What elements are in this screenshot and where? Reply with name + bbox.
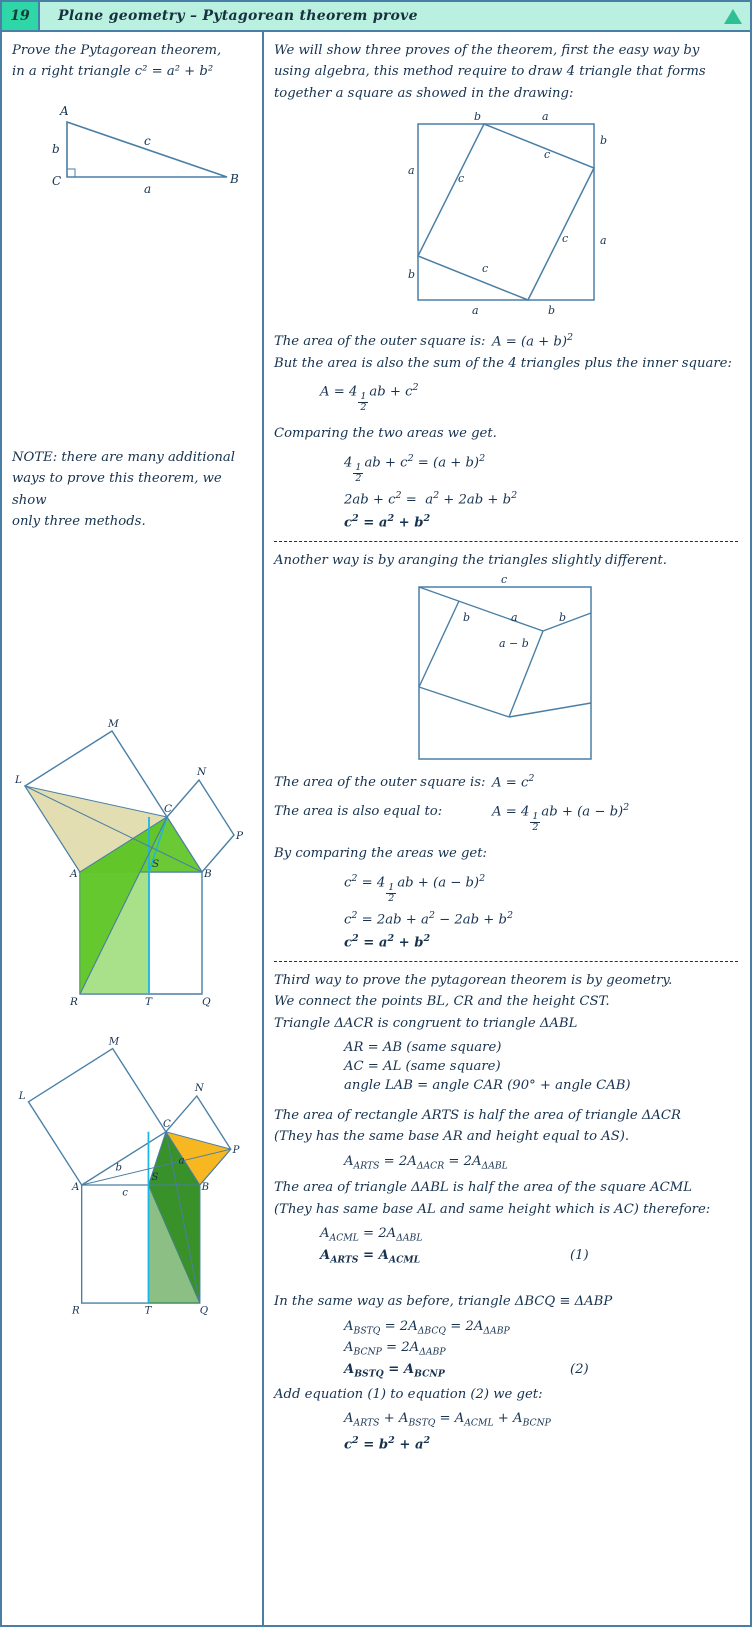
svg-text:A: A xyxy=(70,868,78,881)
area-outer-value-1: $A = (a + b)^2$ xyxy=(492,331,574,350)
svg-text:c: c xyxy=(501,575,508,587)
content-columns xyxy=(2,32,750,1625)
svg-text:L: L xyxy=(15,774,22,787)
area-outer-row-1 xyxy=(274,331,738,352)
congruence-1: AR = AB (same square) xyxy=(344,1039,502,1055)
svg-text:b: b xyxy=(408,268,416,282)
rect-line-2: (They has the same base AR and height equal to AS). xyxy=(274,1129,630,1145)
geometry-figure-1 xyxy=(12,717,252,1027)
svg-text:a: a xyxy=(408,164,415,178)
svg-text:C: C xyxy=(162,1119,171,1131)
prompt-line-1: Prove the Pytagorean theorem, xyxy=(12,43,222,58)
area-equal-row xyxy=(274,801,738,833)
svg-text:N: N xyxy=(197,766,207,779)
svg-text:a: a xyxy=(144,181,152,196)
intro-line-2: using algebra, this method require to draw 4 triangle that forms xyxy=(274,64,706,80)
svg-text:Q: Q xyxy=(202,996,211,1009)
tri-equation-1: $A_{ACML} = 2A_{\Delta ABL}$ xyxy=(320,1226,423,1244)
svg-text:a: a xyxy=(178,1155,185,1167)
sameway-equation-3-row xyxy=(344,1362,738,1380)
svg-text:c: c xyxy=(122,1187,129,1199)
svg-text:a: a xyxy=(511,611,518,625)
third-line-3: Triangle ΔACR is congruent to triangle ΔABL xyxy=(274,1015,578,1031)
svg-text:b: b xyxy=(548,304,556,318)
congruence-2: AC = AL (same square) xyxy=(344,1058,501,1074)
svg-text:B: B xyxy=(230,171,239,186)
svg-text:N: N xyxy=(194,1083,204,1095)
same-way-line: In the same way as before, triangle ΔBCQ ≡ ΔABP xyxy=(274,1294,613,1310)
intro-line-3: together a square as showed in the drawing: xyxy=(274,85,574,101)
tri-equation-2-row xyxy=(320,1248,738,1266)
right-triangle-figure xyxy=(12,97,252,207)
svg-text:b: b xyxy=(600,134,608,148)
svg-text:b: b xyxy=(559,611,567,625)
square-figure-1 xyxy=(274,112,738,327)
sum-line: But the area is also the sum of the 4 triangles plus the inner square: xyxy=(274,355,732,371)
svg-text:b: b xyxy=(474,112,482,124)
svg-text:A: A xyxy=(72,1182,80,1194)
svg-text:C: C xyxy=(164,803,173,816)
intro-line-1: We will show three proves of the theorem, first the easy way by xyxy=(274,43,700,58)
area-outer-label-2: The area of the outer square is: xyxy=(274,775,486,791)
compare-line: Comparing the two areas we get. xyxy=(274,426,497,442)
sameway-equation-2: $A_{BCNP} = 2A_{\Delta ABP}$ xyxy=(344,1340,446,1358)
sameway-equation-1: $A_{BSTQ} = 2A_{\Delta BCQ} = 2A_{\Delta ABP}$ xyxy=(344,1318,510,1337)
svg-text:Q: Q xyxy=(199,1305,209,1317)
area-outer-label-1: The area of the outer square is: xyxy=(274,334,486,350)
prompt-line-2: in a right triangle c² = a² + b² xyxy=(12,64,214,80)
page-number: 19 xyxy=(2,2,40,30)
svg-text:c: c xyxy=(562,232,569,246)
svg-text:c: c xyxy=(482,262,489,276)
divider-1 xyxy=(274,541,738,542)
svg-text:b: b xyxy=(463,611,471,625)
area-equal-value: A = 4 $\frac{1}{2}$ ab + $(a - b)^2$ xyxy=(492,802,630,834)
svg-text:c: c xyxy=(544,148,551,162)
svg-text:B: B xyxy=(201,1182,210,1194)
square-figure-2 xyxy=(274,575,738,770)
third-line-2: We connect the points BL, CR and the height CST. xyxy=(274,994,610,1010)
area-outer-value-2: $A = c^2$ xyxy=(492,772,535,791)
svg-text:P: P xyxy=(232,1145,240,1157)
svg-text:b: b xyxy=(115,1162,123,1174)
svg-text:T: T xyxy=(144,1305,152,1317)
rect-line-1: The area of rectangle ARTS is half the area of triangle ΔACR xyxy=(274,1107,681,1123)
svg-text:R: R xyxy=(72,1305,80,1317)
geometry-figure-2 xyxy=(12,1035,252,1335)
equation-3: $c^2 = a^2 + b^2$ xyxy=(344,513,431,531)
equation-tag-2: (2) xyxy=(570,1362,589,1377)
divider-2 xyxy=(274,961,738,962)
add-equation-line: Add equation (1) to equation (2) we get: xyxy=(274,1386,543,1402)
svg-text:c: c xyxy=(144,133,151,148)
svg-text:R: R xyxy=(70,996,78,1009)
compare-line-2: By comparing the areas we get: xyxy=(274,846,487,862)
svg-text:M: M xyxy=(108,1036,120,1048)
tri-line-1: The area of triangle ΔABL is half the area of the square ACML xyxy=(274,1180,693,1196)
page-header xyxy=(2,2,750,32)
svg-text:a − b: a − b xyxy=(499,637,529,651)
sameway-equation-3: $A_{BSTQ} = A_{BCNP}$ xyxy=(344,1362,445,1380)
svg-text:B: B xyxy=(204,868,212,881)
equation-4: $c^2 = 4$ $\frac{1}{2}$ ab + $(a - b)^2$ xyxy=(344,872,486,905)
equation-2: $2ab + c^2 = a^2 + 2ab + b^2$ xyxy=(344,489,518,508)
svg-text:S: S xyxy=(152,858,160,871)
congruence-3: angle LAB = angle CAR (90° + angle CAB) xyxy=(344,1077,631,1093)
svg-text:a: a xyxy=(542,112,549,124)
final-equation-1: $A_{ARTS} + A_{BSTQ} = A_{ACML} + A_{BCNP}$ xyxy=(344,1411,551,1429)
note-line-3: only three methods. xyxy=(12,513,146,529)
right-column xyxy=(264,32,750,1625)
area-equal-label: The area is also equal to: xyxy=(274,804,443,820)
svg-text:a: a xyxy=(472,304,479,318)
svg-text:P: P xyxy=(236,830,244,843)
svg-text:A: A xyxy=(60,103,69,118)
final-equation-2: $c^2 = b^2 + a^2$ xyxy=(344,1434,431,1453)
equation-6: $c^2 = a^2 + b^2$ xyxy=(344,933,431,951)
second-intro: Another way is by aranging the triangles slightly different. xyxy=(274,552,667,568)
svg-text:b: b xyxy=(52,141,60,156)
svg-text:c: c xyxy=(458,172,465,186)
note-line-2: ways to prove this theorem, we show xyxy=(12,471,222,508)
tri-line-2: (They has same base AL and same height which is AC) therefore: xyxy=(274,1201,711,1217)
left-column xyxy=(2,32,264,1625)
note-line-1: NOTE: there are many additional xyxy=(12,449,235,465)
tri-equation-2: $A_{ARTS} = A_{ACML}$ xyxy=(320,1247,421,1266)
area-sum-equation: A = 4 $\frac{1}{2}$ ab + $c^2$ xyxy=(320,381,419,414)
equation-1: 4 $\frac{1}{2}$ ab + $c^2 = (a + b)^2$ xyxy=(344,452,486,484)
up-triangle-icon xyxy=(716,2,750,30)
svg-text:L: L xyxy=(18,1091,26,1103)
svg-text:C: C xyxy=(52,173,62,188)
page-title: Plane geometry – Pytagorean theorem prove xyxy=(58,8,418,24)
svg-text:M: M xyxy=(108,718,119,731)
third-line-1: Third way to prove the pytagorean theorem is by geometry. xyxy=(274,972,673,988)
equation-tag-1: (1) xyxy=(570,1247,589,1263)
rect-equation: $A_{ARTS} = 2A_{\Delta ACR} = 2A_{\Delta ABL}$ xyxy=(344,1153,508,1172)
equation-5: $c^2 = 2ab + a^2 - 2ab + b^2$ xyxy=(344,910,513,928)
area-outer-row-2 xyxy=(274,772,738,793)
svg-text:T: T xyxy=(145,996,153,1009)
svg-text:a: a xyxy=(600,234,607,248)
svg-text:S: S xyxy=(151,1172,159,1184)
